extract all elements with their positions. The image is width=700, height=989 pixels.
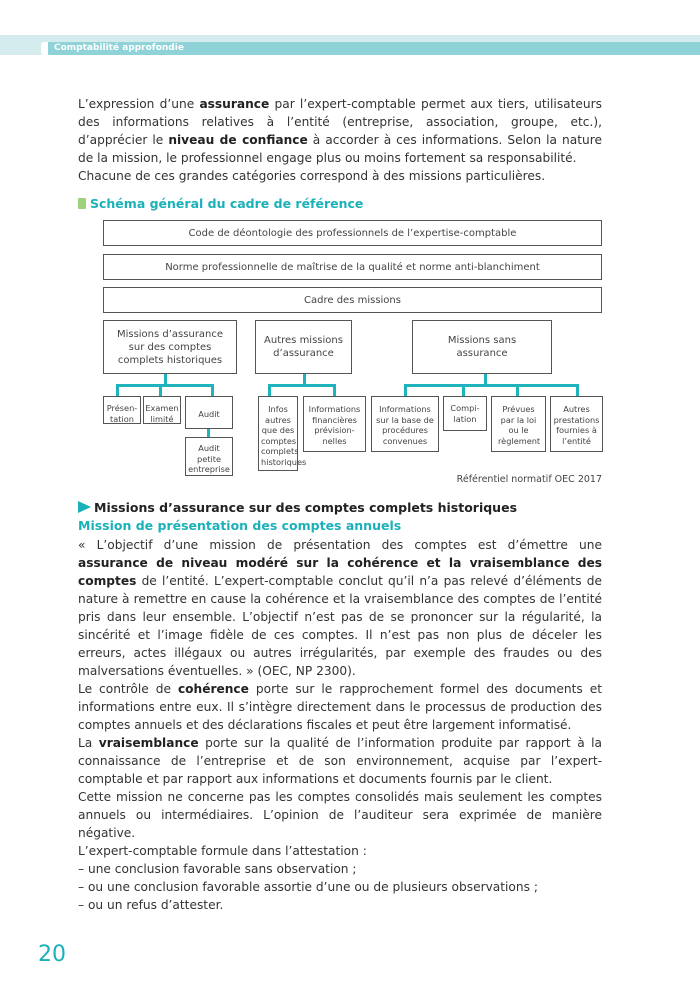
- section-heading: Missions d’assurance sur des comptes complets historiques: [78, 500, 517, 515]
- connector-line: [268, 384, 271, 396]
- connector-line: [211, 384, 214, 396]
- body-paragraph: Le contrôle de cohérence porte sur le rapprochement formel des documents et informations entre eux. Il s’intègre directement dans le processus de production des comptes annuels et des déclarations fiscales et peut être largement informatisé.: [78, 682, 602, 732]
- body-paragraph: L’expert-comptable formule dans l’attestation :: [78, 844, 367, 858]
- connector-line: [462, 384, 465, 396]
- diagram-box-assurance-historical: Missions d’assurance sur des comptes complets historiques: [103, 320, 237, 374]
- section-body: [78, 536, 602, 914]
- body-paragraph: La vraisemblance porte sur la qualité de l’information produite par rapport à la connaissance de l’entreprise et de son environnement, acquise par l’expert-comptable et par rapport aux informations et documents fournis par le client.: [78, 736, 602, 786]
- header-tab-notch: [41, 42, 48, 55]
- diagram-leaf-legal-missions: Prévues par la loi ou le règlement: [491, 396, 546, 452]
- section-subheading: Mission de présentation des comptes annuels: [78, 518, 402, 533]
- page-number: 20: [38, 942, 66, 967]
- connector-line: [116, 384, 119, 396]
- diagram-box-deontology: Code de déontologie des professionnels de l’expertise-comptable: [103, 220, 602, 246]
- diagram-leaf-other-services: Autres prestations fournies à l’entité: [550, 396, 603, 452]
- diagram-leaf-limited-review: Examen limité: [143, 396, 181, 424]
- connector-line: [516, 384, 519, 396]
- connector-line: [404, 384, 579, 387]
- connector-line: [268, 384, 336, 387]
- intro-paragraph: Chacune de ces grandes catégories correspond à des missions particulières.: [78, 169, 546, 183]
- body-paragraph: « L’objectif d’une mission de présentation des comptes est d’émettre une assurance de niveau modéré sur la cohérence et la vraisemblance des comptes de l’entité. L’expert-comptable conclut qu’il n’a pas relevé d’éléments de nature à remettre en cause la cohérence et la vraisemblance des comptes de l’entité pris dans leur ensemble. L’objectif n’est pas de se prononcer sur la régularité, la sincérité et l’image fidèle de ces comptes. Il n’est pas non plus de déceler les erreurs, actes illégaux ou autres irrégularités, par exemple des fraudes ou des malversations éventuelles. » (OEC, NP 2300).: [78, 538, 602, 678]
- list-item: – une conclusion favorable sans observation ;: [78, 862, 357, 876]
- diagram-source: Référentiel normatif OEC 2017: [456, 474, 602, 485]
- triangle-bullet-icon: [78, 501, 91, 513]
- diagram-leaf-small-business-audit: Audit petite entreprise: [185, 437, 233, 476]
- connector-line: [576, 384, 579, 396]
- connector-line: [404, 384, 407, 396]
- running-title: Comptabilité approfondie: [54, 43, 184, 53]
- diagram-leaf-other-info: Infos autres que des comptes complets historiques: [258, 396, 298, 471]
- diagram-leaf-forecast-info: Informations financières prévision-nelles: [303, 396, 366, 452]
- diagram-box-no-assurance: Missions sans assurance: [412, 320, 552, 374]
- list-item: – ou un refus d’attester.: [78, 898, 224, 912]
- diagram-box-missions-frame: Cadre des missions: [103, 287, 602, 313]
- diagram-leaf-compilation: Compi-lation: [443, 396, 487, 431]
- diagram-leaf-presentation: Présen-tation: [103, 396, 141, 424]
- square-bullet-icon: [78, 198, 86, 209]
- body-paragraph: Cette mission ne concerne pas les comptes consolidés mais seulement les comptes annuels ou intermédiaires. L’opinion de l’auditeur sera exprimée de manière négative.: [78, 790, 602, 840]
- diagram-leaf-audit: Audit: [185, 396, 233, 429]
- schema-title: Schéma général du cadre de référence: [78, 196, 363, 211]
- connector-line: [116, 384, 214, 387]
- diagram-box-other-assurance: Autres missions d’assurance: [255, 320, 352, 374]
- list-item: – ou une conclusion favorable assortie d’une ou de plusieurs observations ;: [78, 880, 538, 894]
- diagram-box-quality-norm: Norme professionnelle de maîtrise de la qualité et norme anti-blanchiment: [103, 254, 602, 280]
- diagram-leaf-agreed-procedures: Informations sur la base de procédures convenues: [371, 396, 439, 452]
- connector-line: [333, 384, 336, 396]
- connector-line: [159, 384, 162, 396]
- intro-paragraph: L’expression d’une assurance par l’expert-comptable permet aux tiers, utilisateurs des informations relatives à l’entité (entreprise, association, groupe, etc.), d’apprécier le niveau de confiance à accorder à ces informations. Selon la nature de la mission, le professionnel engage plus ou moins fortement sa responsabilité.: [78, 97, 602, 165]
- intro-text: [78, 95, 602, 185]
